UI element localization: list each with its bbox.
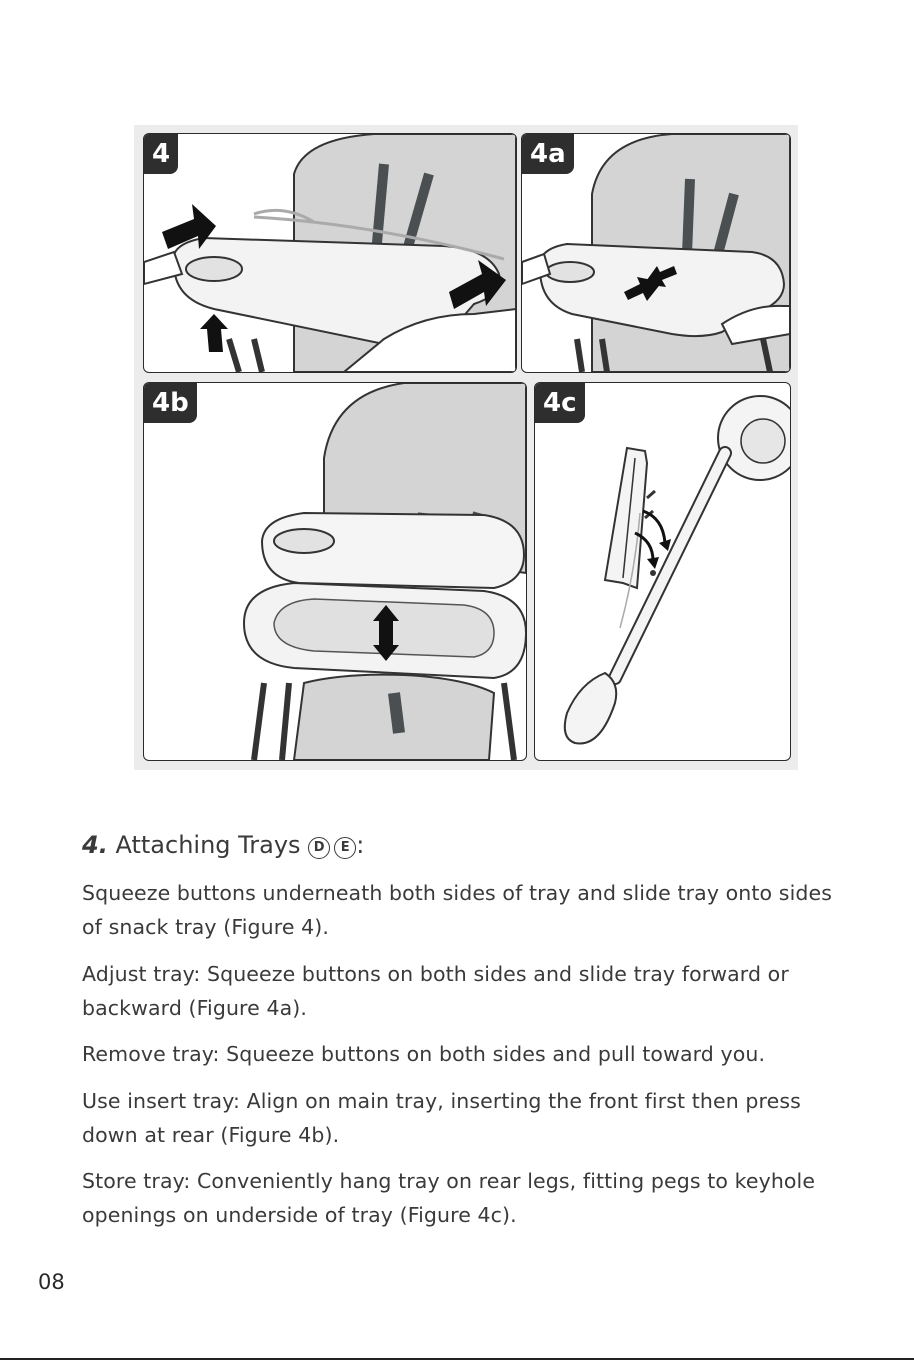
figure-4a-panel [521, 133, 791, 373]
paragraph-attach: Squeeze buttons underneath both sides of tray and slide tray onto sides of snack tray (Figure 4). [82, 881, 832, 939]
figure-4b-illustration [144, 383, 526, 760]
figure-4c-illustration [535, 383, 790, 760]
part-marker-d: D [308, 837, 330, 859]
page-number: 08 [38, 1270, 65, 1294]
section-heading [82, 828, 842, 862]
figure-4c-label: 4c [535, 383, 585, 423]
figure-grid [134, 125, 798, 770]
figure-4-illustration [144, 134, 516, 372]
section-number: 4. [82, 831, 108, 859]
figure-4b-label: 4b [144, 383, 197, 423]
figure-4-label: 4 [144, 134, 178, 174]
paragraph-remove: Remove tray: Squeeze buttons on both sides and pull toward you. [82, 1042, 766, 1066]
figure-4-panel [143, 133, 517, 373]
figure-4a-label: 4a [522, 134, 574, 174]
figure-4c-panel [534, 382, 791, 761]
bottom-rule [0, 1358, 914, 1360]
part-marker-e: E [334, 837, 356, 859]
paragraph-store: Store tray: Conveniently hang tray on rear legs, fitting pegs to keyhole openings on underside of tray (Figure 4c). [82, 1169, 816, 1227]
figure-4b-panel [143, 382, 527, 761]
section-title-suffix: : [356, 831, 365, 859]
paragraph-insert: Use insert tray: Align on main tray, inserting the front first then press down at rear (Figure 4b). [82, 1089, 801, 1147]
section-title: Attaching Trays [115, 831, 301, 859]
paragraph-adjust: Adjust tray: Squeeze buttons on both sides and slide tray forward or backward (Figure 4a). [82, 962, 789, 1020]
